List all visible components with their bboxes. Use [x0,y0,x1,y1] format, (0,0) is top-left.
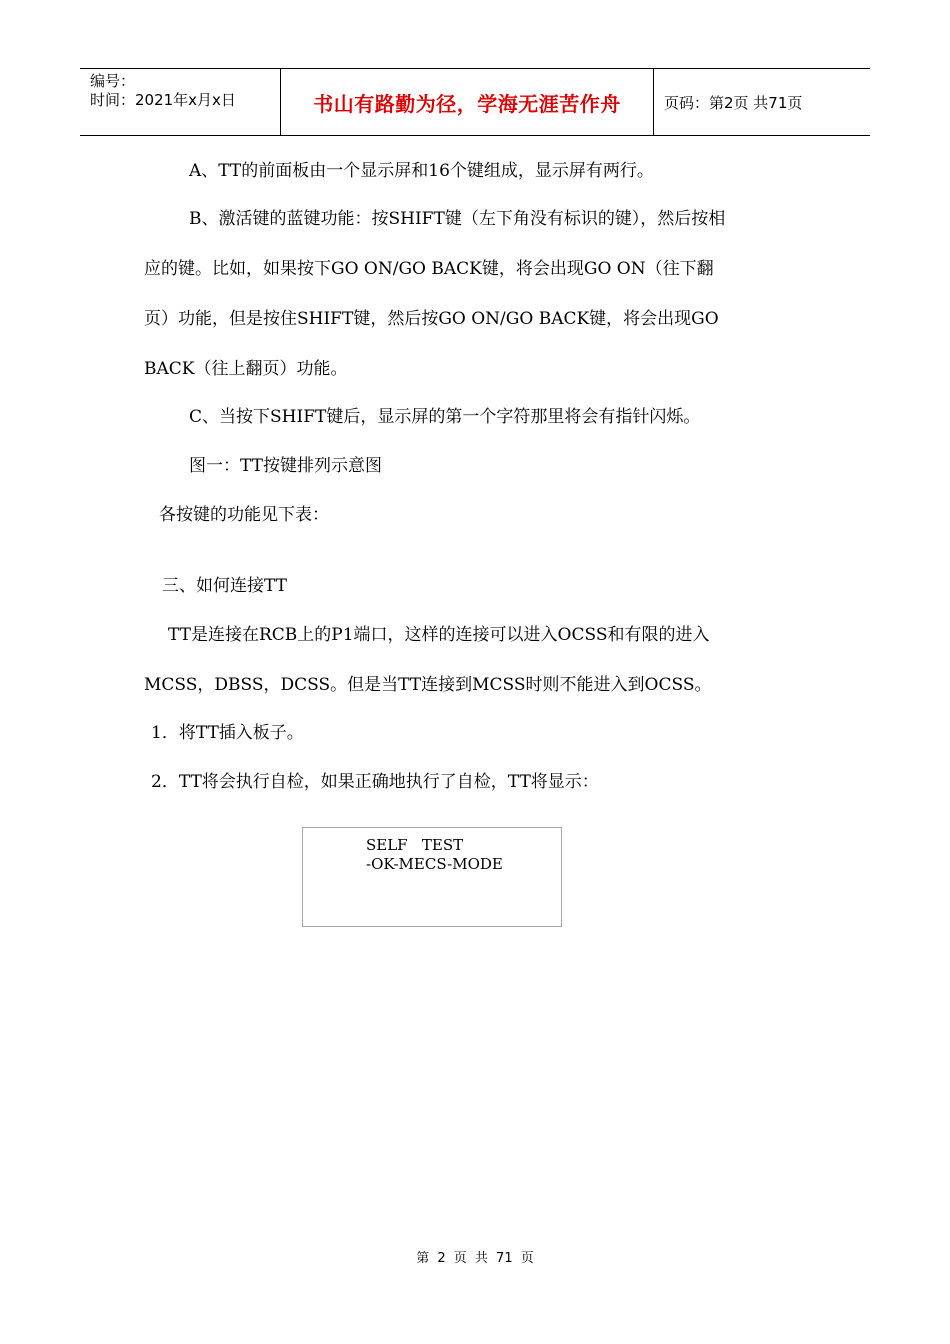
header-motto: 书山有路勤为径，学海无涯苦作舟 [281,69,654,135]
document-date-label: 时间：2021年x月x日 [90,91,236,109]
paragraph-b-line3: 页）功能，但是按住SHIFT键，然后按GO ON/GO BACK键，将会出现GO [144,309,719,329]
connect-paragraph-line1: TT是连接在RCB上的P1端口，这样的连接可以进入OCSS和有限的进入 [168,625,710,645]
document-number-label: 编号： [90,72,136,90]
header-meta [80,69,281,135]
step-1: 1．将TT插入板子。 [151,723,304,743]
section-heading: 三、如何连接TT [162,576,287,596]
page-footer: 第 2 页 共 71 页 [416,1251,534,1266]
figure-caption: 图一：TT按键排列示意图 [189,456,382,476]
table-intro: 各按键的功能见下表： [159,505,329,525]
paragraph-a: A、TT的前面板由一个显示屏和16个键组成，显示屏有两行。 [189,161,654,181]
paragraph-c: C、当按下SHIFT键后，显示屏的第一个字符那里将会有指针闪烁。 [189,407,701,427]
page-header [80,68,870,136]
paragraph-b-line4: BACK（往上翻页）功能。 [144,359,348,379]
header-page-info: 页码：第2页 共71页 [664,93,803,112]
display-line-2: -OK-MECS-MODE [366,855,503,873]
display-readout-box [302,827,562,927]
display-line-1: SELF TEST [366,836,464,854]
paragraph-b-line2: 应的键。比如，如果按下GO ON/GO BACK键，将会出现GO ON（往下翻 [144,259,714,279]
paragraph-b-line1: B、激活键的蓝键功能：按SHIFT键（左下角没有标识的键），然后按相 [189,209,726,229]
step-2: 2．TT将会执行自检，如果正确地执行了自检，TT将显示： [151,772,599,792]
connect-paragraph-line2: MCSS，DBSS，DCSS。但是当TT连接到MCSS时则不能进入到OCSS。 [144,675,712,695]
